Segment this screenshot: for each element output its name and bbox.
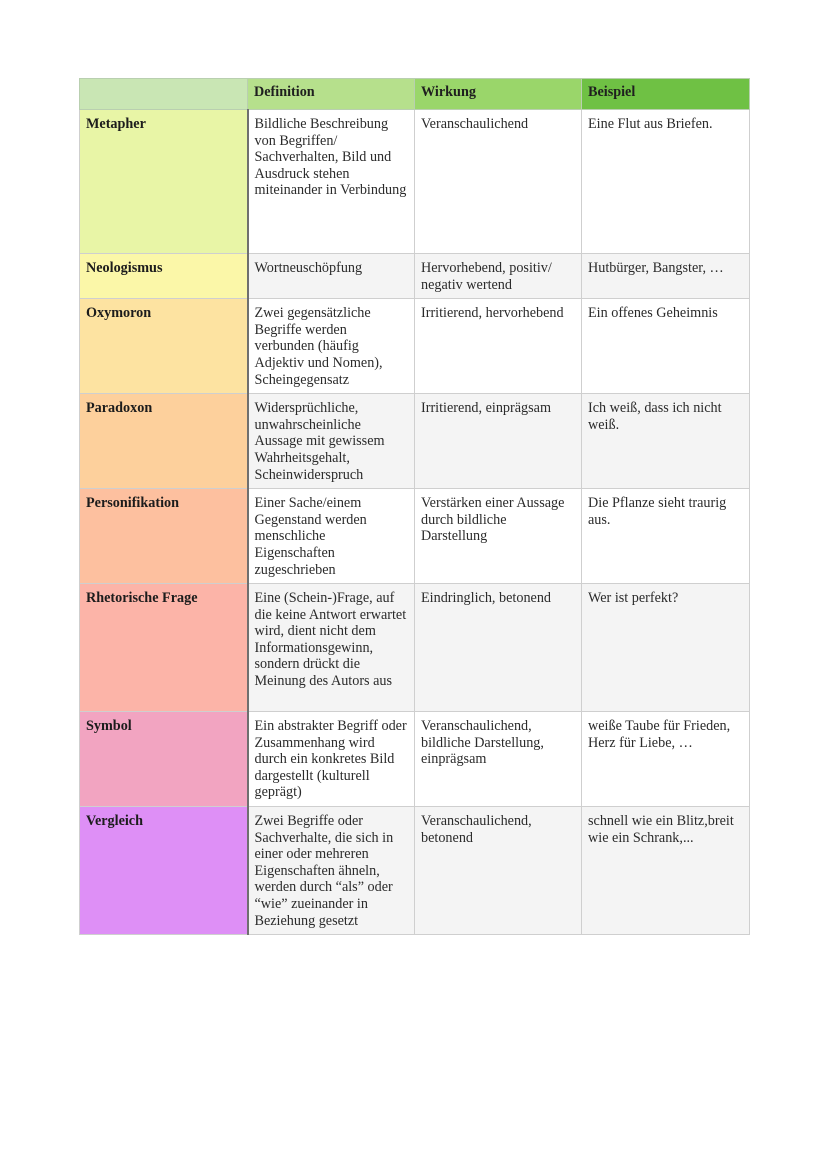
definition-cell: Zwei gegensätzliche Begriffe werden verbunden (häufig Adjektiv und Nomen), Scheingegensatz	[248, 299, 415, 394]
wirkung-cell: Veranschaulichend, betonend	[415, 807, 582, 935]
wirkung-cell: Veranschaulichend	[415, 110, 582, 254]
definition-cell: Eine (Schein-)Frage, auf die keine Antwort erwartet wird, dient nicht dem Informationsgewinn, sondern drückt die Meinung des Autors aus	[248, 584, 415, 712]
definition-cell: Wortneuschöpfung	[248, 254, 415, 299]
header-definition: Definition	[248, 79, 415, 110]
beispiel-cell: Wer ist perfekt?	[582, 584, 750, 712]
wirkung-cell: Eindringlich, betonend	[415, 584, 582, 712]
table-row	[80, 254, 750, 299]
definition-cell: Zwei Begriffe oder Sachverhalte, die sich in einer oder mehreren Eigenschaften ähneln, werden durch “als” oder “wie” zueinander in Beziehung gesetzt	[248, 807, 415, 935]
term-cell: Neologismus	[80, 254, 248, 299]
term-cell: Oxymoron	[80, 299, 248, 394]
stylistic-devices-table	[79, 78, 750, 935]
table-row	[80, 807, 750, 935]
definition-cell: Einer Sache/einem Gegenstand werden menschliche Eigenschaften zugeschrieben	[248, 489, 415, 584]
table-row	[80, 394, 750, 489]
header-wirkung: Wirkung	[415, 79, 582, 110]
table-row	[80, 584, 750, 712]
definition-cell: Bildliche Beschreibung von Begriffen/ Sachverhalten, Bild und Ausdruck stehen miteinander in Verbindung	[248, 110, 415, 254]
beispiel-cell: Ein offenes Geheimnis	[582, 299, 750, 394]
definition-cell: Widersprüchliche, unwahrscheinliche Aussage mit gewissem Wahrheitsgehalt, Scheinwiderspruch	[248, 394, 415, 489]
header-row	[80, 79, 750, 110]
header-corner	[80, 79, 248, 110]
table-row	[80, 712, 750, 807]
wirkung-cell: Irritierend, einprägsam	[415, 394, 582, 489]
wirkung-cell: Irritierend, hervorhebend	[415, 299, 582, 394]
beispiel-cell: Hutbürger, Bangster, …	[582, 254, 750, 299]
term-cell: Paradoxon	[80, 394, 248, 489]
term-cell: Vergleich	[80, 807, 248, 935]
wirkung-cell: Hervorhebend, positiv/ negativ wertend	[415, 254, 582, 299]
term-cell: Symbol	[80, 712, 248, 807]
wirkung-cell: Veranschaulichend, bildliche Darstellung, einprägsam	[415, 712, 582, 807]
term-cell: Metapher	[80, 110, 248, 254]
table-row	[80, 110, 750, 254]
beispiel-cell: weiße Taube für Frieden, Herz für Liebe, …	[582, 712, 750, 807]
header-beispiel: Beispiel	[582, 79, 750, 110]
term-cell: Rhetorische Frage	[80, 584, 248, 712]
beispiel-cell: Ich weiß, dass ich nicht weiß.	[582, 394, 750, 489]
wirkung-cell: Verstärken einer Aussage durch bildliche Darstellung	[415, 489, 582, 584]
beispiel-cell: Eine Flut aus Briefen.	[582, 110, 750, 254]
table-row	[80, 489, 750, 584]
term-cell: Personifikation	[80, 489, 248, 584]
beispiel-cell: schnell wie ein Blitz,breit wie ein Schrank,...	[582, 807, 750, 935]
definition-cell: Ein abstrakter Begriff oder Zusammenhang wird durch ein konkretes Bild dargestellt (kulturell geprägt)	[248, 712, 415, 807]
table-row	[80, 299, 750, 394]
beispiel-cell: Die Pflanze sieht traurig aus.	[582, 489, 750, 584]
